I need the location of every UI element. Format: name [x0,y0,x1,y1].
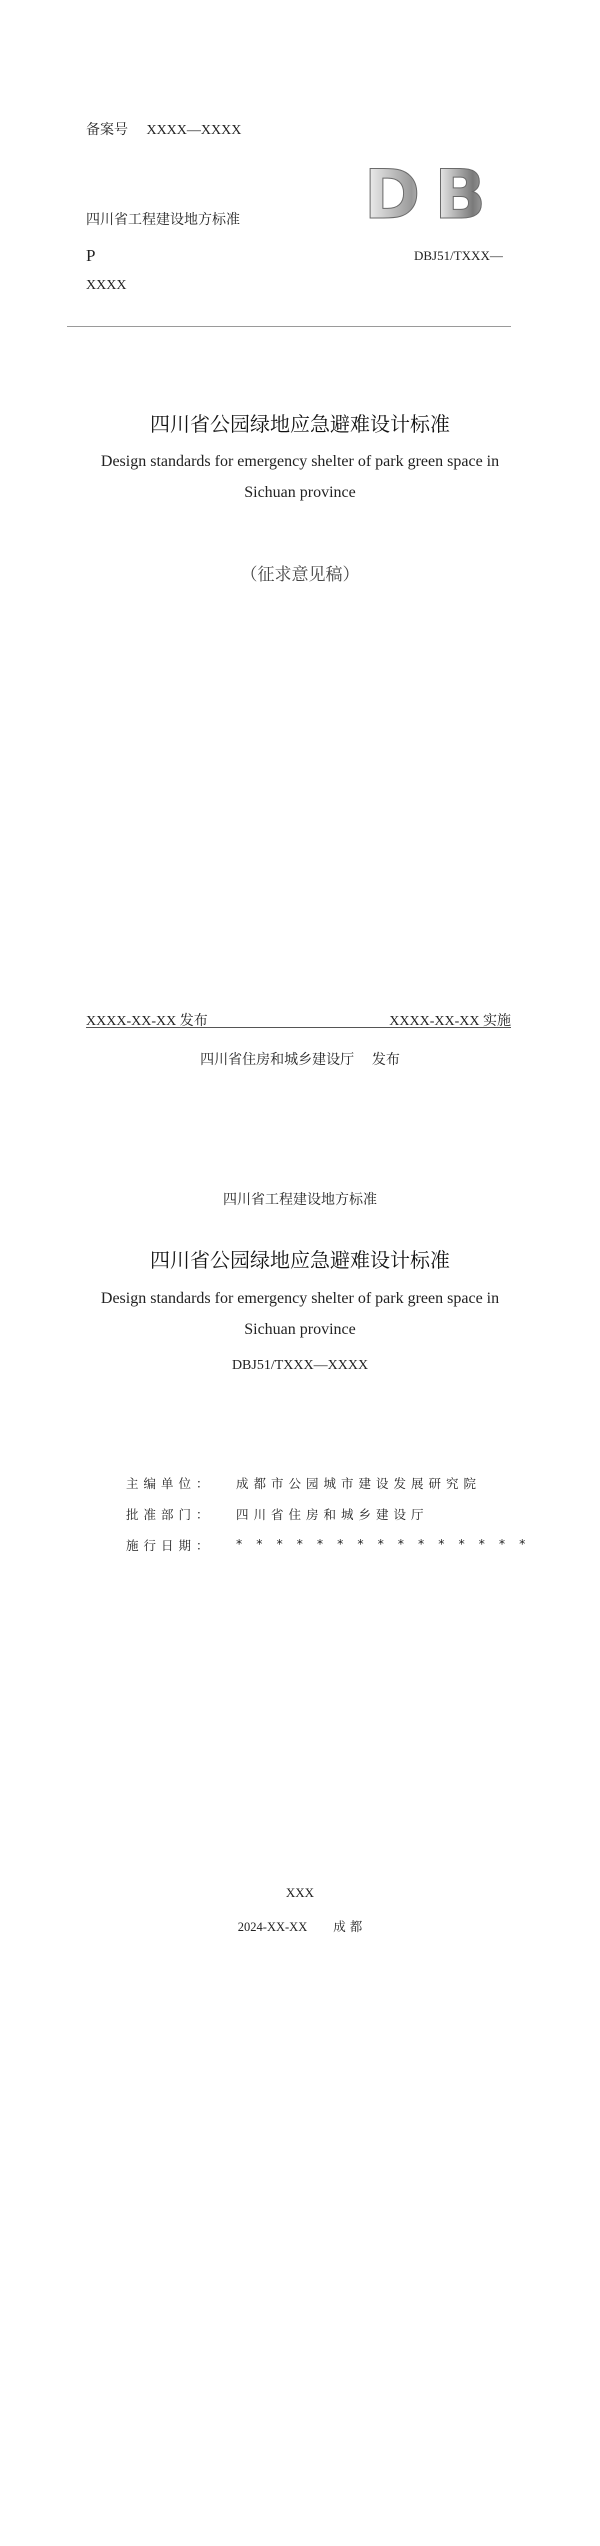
info-value: 四川省住房和城乡建设厅 [236,1507,429,1522]
info-row-approver [126,1505,429,1523]
info-label: 主编单位： [126,1476,214,1491]
title-page-title-en-line2: Sichuan province [244,1321,356,1338]
title-page-title-en-line1: Design standards for emergency shelter of park green space in [100,1290,500,1307]
title-page-standard-type: 四川省工程建设地方标准 [223,1192,377,1208]
publication-date: 2024-XX-XX [237,1920,308,1934]
classification-letter: P [86,246,96,265]
record-value: XXXX—XXXX [146,123,242,138]
press-name: XXX [285,1885,315,1900]
issue-date: XXXX-XX-XX 发布 [86,1014,208,1029]
title-page-title-en [0,1283,600,1345]
standard-type: 四川省工程建设地方标准 [86,212,240,228]
cover-title-en-line2: Sichuan province [244,484,356,501]
standard-number: DBJ51/TXXX— [414,248,503,263]
record-label: 备案号 [86,122,128,138]
title-page-standard-number: DBJ51/TXXX—XXXX [231,1358,369,1373]
cover-title-zh: 四川省公园绿地应急避难设计标准 [150,412,450,436]
standard-number-suffix: XXXX [86,278,127,293]
implement-date: XXXX-XX-XX 实施 [389,1014,511,1029]
info-value: * * * * * * * * * * * * * * * [236,1536,531,1551]
record-number [86,119,241,139]
cover-divider [67,326,511,327]
info-row-editor [126,1474,481,1492]
publication-line [0,1917,600,1935]
db-logo-text: DB [363,156,501,235]
publication-place: 成 都 [333,1919,363,1934]
info-label: 批准部门： [126,1507,214,1522]
date-underline [86,1027,511,1028]
title-page-title-zh: 四川省公园绿地应急避难设计标准 [150,1248,450,1272]
info-label: 施行日期： [126,1538,214,1553]
info-row-effective-date [126,1536,530,1554]
draft-note: （征求意见稿） [240,565,360,585]
publisher: 四川省住房和城乡建设厅 发布 [200,1052,400,1068]
cover-title-en [0,446,600,508]
cover-title-en-line1: Design standards for emergency shelter of park green space in [100,453,500,470]
info-value: 成都市公园城市建设发展研究院 [236,1476,482,1491]
db-logo [363,152,501,235]
